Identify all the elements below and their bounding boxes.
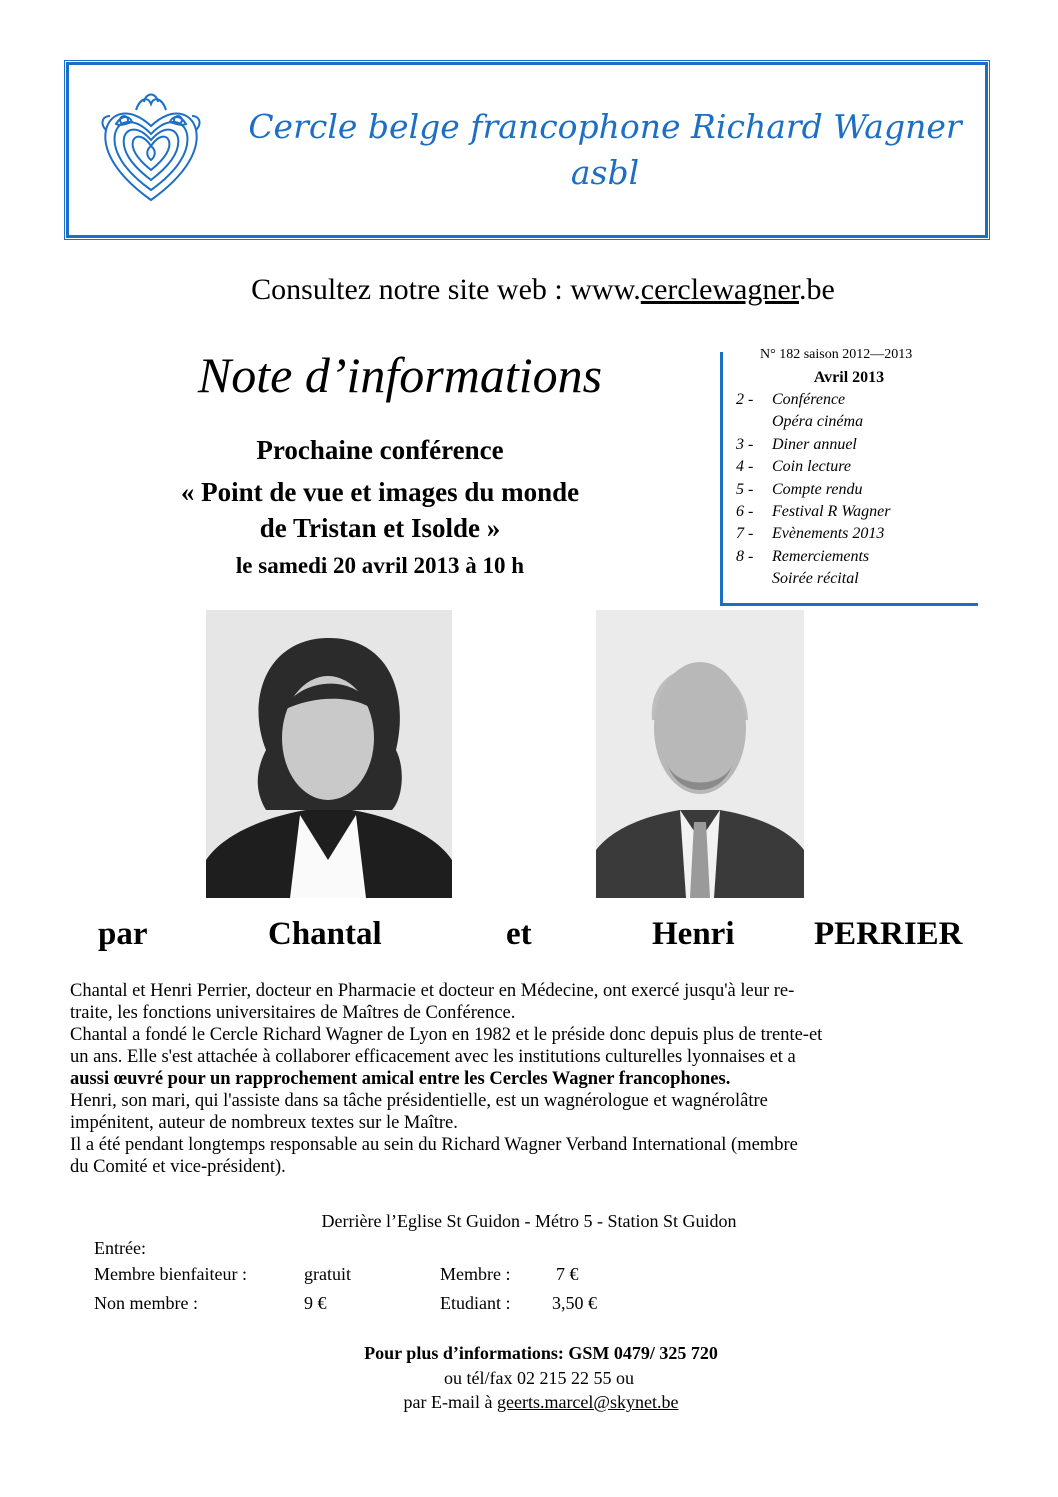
toc-item-number: 4 - bbox=[736, 458, 754, 475]
price-label-nonmember: Non membre : bbox=[94, 1293, 198, 1313]
toc-item-number: 7 - bbox=[736, 525, 754, 542]
bio-line: du Comité et vice-président). bbox=[70, 1157, 286, 1177]
toc-item bbox=[736, 434, 857, 456]
price-value-nonmember: 9 € bbox=[304, 1293, 327, 1313]
contact-email-prefix: par E-mail à bbox=[403, 1392, 497, 1412]
conference-date: le samedi 20 avril 2013 à 10 h bbox=[235, 553, 525, 578]
speaker-photo-chantal bbox=[206, 610, 452, 898]
toc-item-label: Evènements 2013 bbox=[772, 525, 885, 542]
contact-email-line bbox=[0, 1391, 1058, 1413]
conference-topic-line-1: « Point de vue et images du monde bbox=[180, 477, 580, 507]
bio-line: Il a été pendant longtemps responsable au sein du Richard Wagner Verband International (membre bbox=[70, 1135, 798, 1155]
toc-item bbox=[736, 389, 845, 411]
speaker-first-name-2: Henri bbox=[652, 916, 735, 952]
toc-item-label: Diner annuel bbox=[772, 436, 857, 453]
contact-fax: ou tél/fax 02 215 22 55 ou bbox=[444, 1368, 634, 1388]
bio-line: traite, les fonctions universitaires de Maîtres de Conférence. bbox=[70, 1003, 516, 1023]
organization-legal-suffix: asbl bbox=[570, 153, 640, 192]
toc-item-label: Coin lecture bbox=[772, 458, 851, 475]
website-line bbox=[0, 270, 1058, 310]
website-prefix: Consultez notre site web : www. bbox=[251, 273, 641, 306]
entry-heading: Entrée: bbox=[94, 1238, 146, 1258]
price-value-benefactor: gratuit bbox=[304, 1264, 351, 1284]
speakers-biography bbox=[70, 980, 990, 1178]
toc-item-number: 6 - bbox=[736, 503, 754, 520]
toc-item bbox=[736, 546, 869, 568]
toc-item-number: 8 - bbox=[736, 548, 754, 565]
toc-item bbox=[736, 411, 863, 433]
price-label-benefactor: Membre bienfaiteur : bbox=[94, 1264, 247, 1284]
toc-item bbox=[736, 568, 859, 590]
toc-item bbox=[736, 456, 851, 478]
speaker-first-name-1: Chantal bbox=[268, 916, 382, 952]
toc-item-label: Conférence bbox=[772, 391, 846, 408]
contact-email-link[interactable]: geerts.marcel@skynet.be bbox=[496, 1392, 679, 1412]
toc-issue: N° 182 saison 2012—2013 bbox=[760, 347, 913, 362]
toc-item-label: Soirée récital bbox=[772, 570, 859, 587]
price-label-student: Etudiant : bbox=[440, 1293, 511, 1313]
price-label-member: Membre : bbox=[440, 1264, 511, 1284]
bio-line: un ans. Elle s'est attachée à collaborer efficacement avec les institutions culturelles lyonnaises et a bbox=[70, 1047, 796, 1067]
venue-location: Derrière l’Eglise St Guidon - Métro 5 - Station St Guidon bbox=[321, 1211, 737, 1231]
toc-item-number: 2 - bbox=[736, 391, 754, 408]
bio-line: impénitent, auteur de nombreux textes sur le Maître. bbox=[70, 1113, 458, 1133]
toc-item bbox=[736, 501, 891, 523]
speakers-et: et bbox=[506, 916, 532, 952]
toc-item-label: Festival R Wagner bbox=[772, 503, 891, 520]
toc-item bbox=[736, 479, 863, 501]
organization-name: Cercle belge francophone Richard Wagner bbox=[248, 107, 962, 146]
toc-item bbox=[736, 523, 884, 545]
conference-topic-line-2: de Tristan et Isolde » bbox=[259, 513, 501, 543]
toc-item-number: 3 - bbox=[736, 436, 754, 453]
toc-item-label: Opéra cinéma bbox=[772, 413, 864, 430]
contact-phone: Pour plus d’informations: GSM 0479/ 325 720 bbox=[364, 1343, 718, 1363]
toc-month: Avril 2013 bbox=[813, 369, 885, 386]
toc-item-label: Compte rendu bbox=[772, 481, 863, 498]
bio-line: Henri, son mari, qui l'assiste dans sa tâche présidentielle, est un wagnérologue et wagnérolâtre bbox=[70, 1091, 768, 1111]
page-title: Note d’informations bbox=[197, 347, 603, 403]
conference-heading: Prochaine conférence bbox=[256, 435, 504, 465]
speaker-photo-henri bbox=[596, 610, 804, 898]
bio-line: aussi œuvré pour un rapprochement amical entre les Cercles Wagner francophones. bbox=[70, 1069, 731, 1089]
celtic-knot-heart-logo-icon bbox=[96, 90, 206, 210]
price-value-member: 7 € bbox=[556, 1264, 579, 1284]
price-value-student: 3,50 € bbox=[552, 1293, 597, 1313]
toc-item-number: 5 - bbox=[736, 481, 754, 498]
website-domain-link[interactable]: cerclewagner bbox=[640, 273, 800, 306]
website-suffix: .be bbox=[799, 273, 835, 306]
bio-line: Chantal et Henri Perrier, docteur en Pharmacie et docteur en Médecine, ont exercé jusqu'à leur re- bbox=[70, 981, 795, 1001]
bio-line: Chantal a fondé le Cercle Richard Wagner de Lyon en 1982 et le préside donc depuis plus de trente-et bbox=[70, 1025, 823, 1045]
speakers-par: par bbox=[98, 916, 148, 952]
toc-item-label: Remerciements bbox=[772, 548, 870, 565]
speakers-surname: PERRIER bbox=[814, 916, 963, 952]
